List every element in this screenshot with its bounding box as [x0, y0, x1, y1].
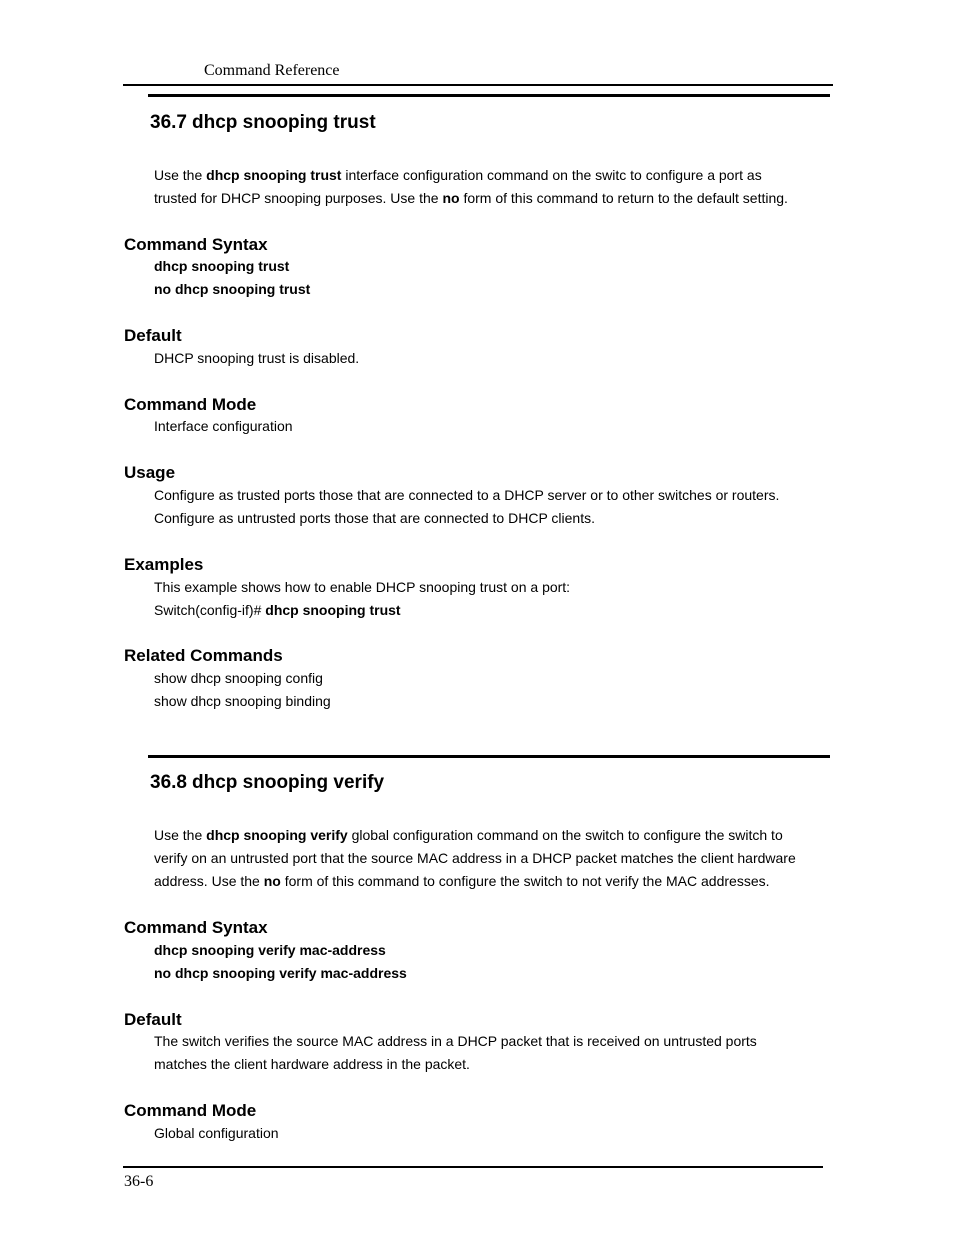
default-line: The switch verifies the source MAC address in a DHCP packet that is received on untrusted ports — [154, 1033, 757, 1049]
mode-heading: Command Mode — [124, 1101, 257, 1120]
text-run: interface configuration command on the switc to configure a port as — [341, 167, 762, 183]
intro-line — [154, 870, 796, 893]
default-heading: Default — [124, 1010, 182, 1029]
syntax-line: dhcp snooping verify mac-address — [154, 942, 386, 958]
text-run: global configuration command on the switch to configure the switch to — [347, 827, 783, 843]
syntax-block — [154, 939, 407, 985]
section-rule — [148, 755, 830, 758]
usage-heading: Usage — [124, 463, 176, 482]
default-heading: Default — [124, 326, 182, 345]
mode-heading: Command Mode — [124, 395, 257, 414]
text-run: form of this command to return to the default setting. — [459, 190, 788, 206]
example-command-line — [154, 599, 570, 622]
syntax-block — [154, 255, 310, 301]
section-name: dhcp snooping trust — [192, 112, 376, 133]
related-command: show dhcp snooping config — [154, 670, 323, 686]
syntax-heading: Command Syntax — [124, 918, 268, 937]
section-number: 36.7 — [150, 112, 187, 133]
section-name: dhcp snooping verify — [192, 772, 385, 793]
section-rule — [148, 94, 830, 97]
text-run: address. Use the — [154, 873, 264, 889]
text-run: form of this command to configure the switch to not verify the MAC addresses. — [280, 873, 770, 889]
intro-paragraph — [154, 164, 788, 210]
keyword-no: no — [263, 873, 281, 889]
intro-paragraph — [154, 824, 796, 893]
intro-line: verify on an untrusted port that the source MAC address in a DHCP packet matches the client hardware — [154, 850, 796, 866]
header-rule — [123, 84, 833, 86]
section-number: 36.8 — [150, 772, 187, 793]
command-name: dhcp snooping trust — [206, 167, 342, 183]
syntax-line: dhcp snooping trust — [154, 258, 290, 274]
mode-text: Global configuration — [154, 1125, 279, 1141]
intro-line — [154, 164, 788, 187]
intro-line — [154, 187, 788, 210]
keyword-no: no — [442, 190, 460, 206]
intro-line — [154, 824, 796, 847]
syntax-line: no dhcp snooping trust — [154, 281, 311, 297]
related-command: show dhcp snooping binding — [154, 693, 331, 709]
default-text: DHCP snooping trust is disabled. — [154, 350, 360, 366]
text-run: trusted for DHCP snooping purposes. Use the — [154, 190, 443, 206]
cli-prompt: Switch(config-if)# — [154, 602, 266, 618]
cli-command: dhcp snooping trust — [265, 602, 401, 618]
usage-line: Configure as trusted ports those that are connected to a DHCP server or to other switches or routers. — [154, 487, 780, 503]
section-title — [150, 772, 384, 794]
syntax-line: no dhcp snooping verify mac-address — [154, 965, 407, 981]
examples-heading: Examples — [124, 555, 204, 574]
text-run: Use the — [154, 827, 207, 843]
usage-line: Configure as untrusted ports those that are connected to DHCP clients. — [154, 510, 595, 526]
related-heading: Related Commands — [124, 646, 283, 665]
related-list — [154, 667, 331, 713]
page-number: 36-6 — [124, 1173, 154, 1190]
section-title — [150, 112, 376, 134]
syntax-heading: Command Syntax — [124, 235, 268, 254]
running-header: Command Reference — [204, 62, 340, 79]
usage-text — [154, 484, 779, 530]
examples-text — [154, 576, 570, 622]
command-name: dhcp snooping verify — [206, 827, 348, 843]
example-line: This example shows how to enable DHCP snooping trust on a port: — [154, 579, 571, 595]
default-line: matches the client hardware address in the packet. — [154, 1056, 470, 1072]
default-text — [154, 1030, 757, 1076]
text-run: Use the — [154, 167, 207, 183]
mode-text: Interface configuration — [154, 418, 293, 434]
footer-rule — [123, 1166, 823, 1168]
